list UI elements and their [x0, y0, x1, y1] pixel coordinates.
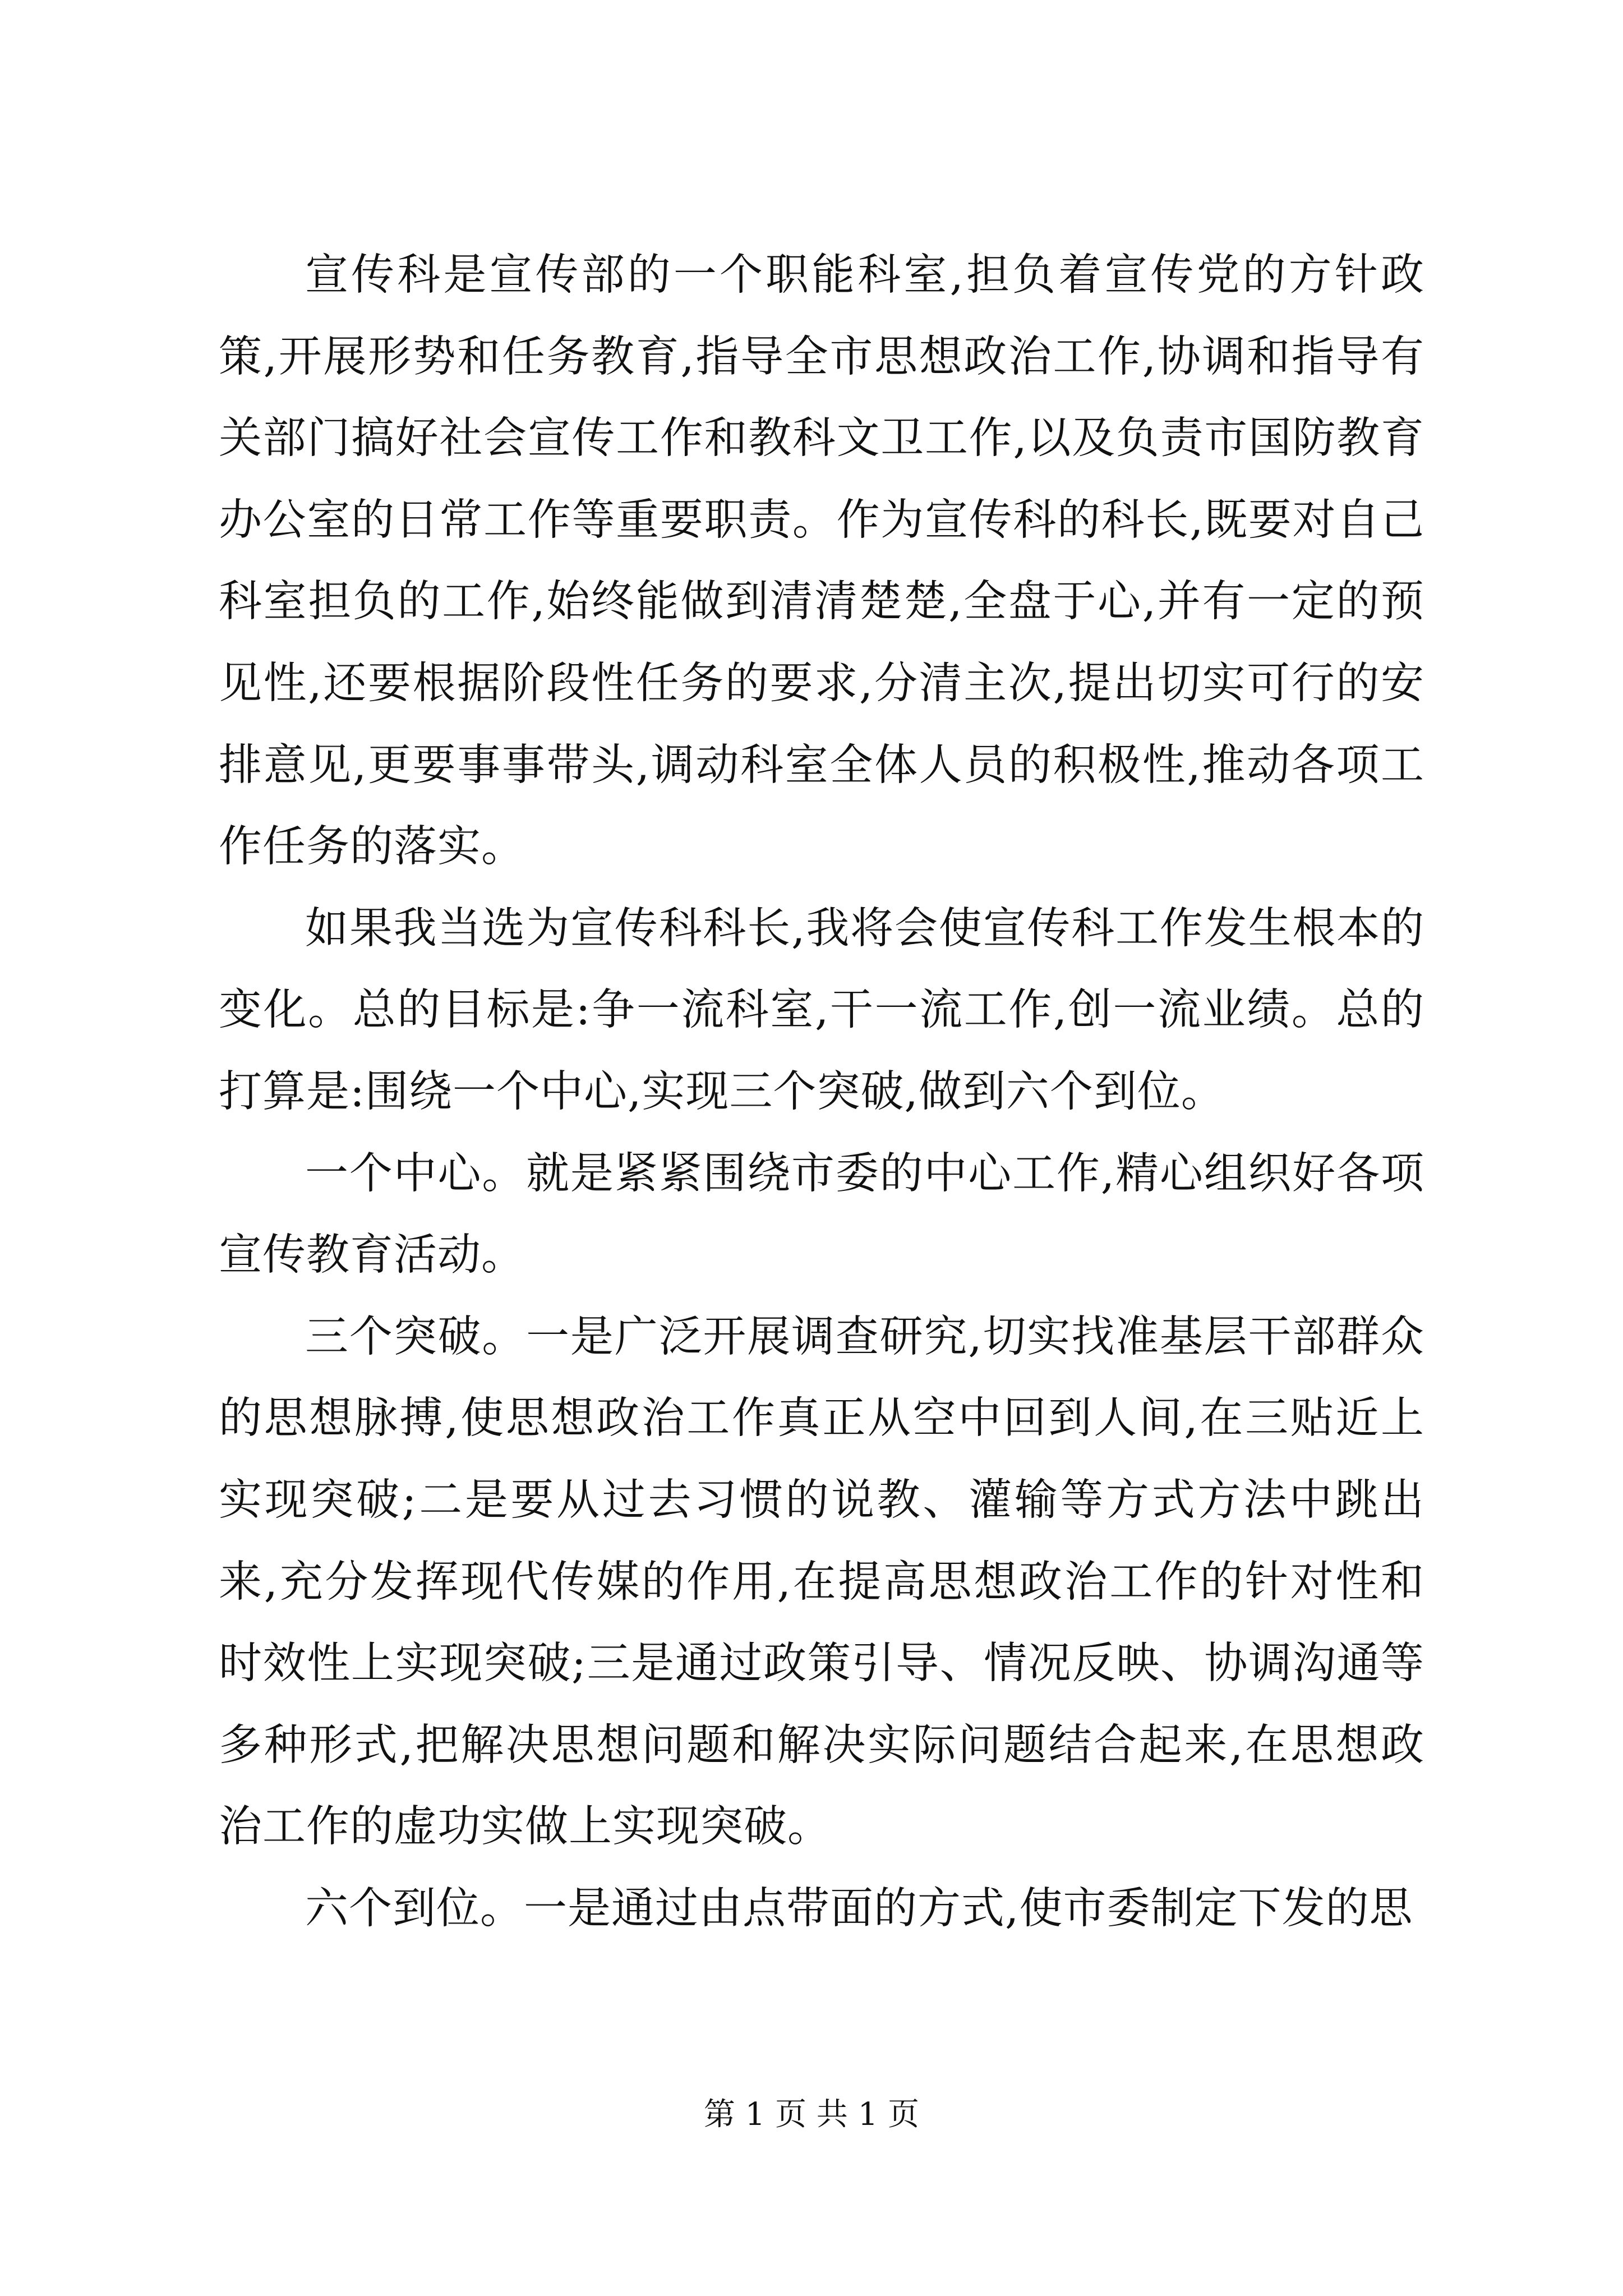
document-body: [219, 234, 1424, 1949]
paragraph-2: 如果我当选为宣传科科长,我将会使宣传科工作发生根本的变化。总的目标是:争一流科室,干一流工作,创一流业绩。总的打算是:围绕一个中心,实现三个突破,做到六个到位。: [219, 903, 1424, 1117]
paragraph-4: 三个突破。一是广泛开展调查研究,切实找准基层干部群众的思想脉搏,使思想政治工作真正从空中回到人间,在三贴近上实现突破;二是要从过去习惯的说教、灌输等方式方法中跳出来,充分发挥现代传媒的作用,在提高思想政治工作的针对性和时效性上实现突破;三是通过政策引导、情况反映、协调沟通等多种形式,把解决思想问题和解决实际问题结合起来,在思想政治工作的虚功实做上实现突破。: [219, 1312, 1424, 1852]
paragraph-5: 六个到位。一是通过由点带面的方式,使市委制定下发的思: [305, 1883, 1413, 1934]
paragraph-3: 一个中心。就是紧紧围绕市委的中心工作,精心组织好各项宣传教育活动。: [219, 1148, 1424, 1281]
paragraph-1: 宣传科是宣传部的一个职能科室,担负着宣传党的方针政策,开展形势和任务教育,指导全市思想政治工作,协调和指导有关部门搞好社会宣传工作和教科文卫工作,以及负责市国防教育办公室的日常工作等重要职责。作为宣传科的科长,既要对自己科室担负的工作,始终能做到清清楚楚,全盘于心,并有一定的预见性,还要根据阶段性任务的要求,分清主次,提出切实可行的安排意见,更要事事带头,调动科室全体人员的积极性,推动各项工作任务的落实。: [219, 250, 1424, 872]
page-footer: 第 1 页 共 1 页: [703, 2096, 920, 2133]
